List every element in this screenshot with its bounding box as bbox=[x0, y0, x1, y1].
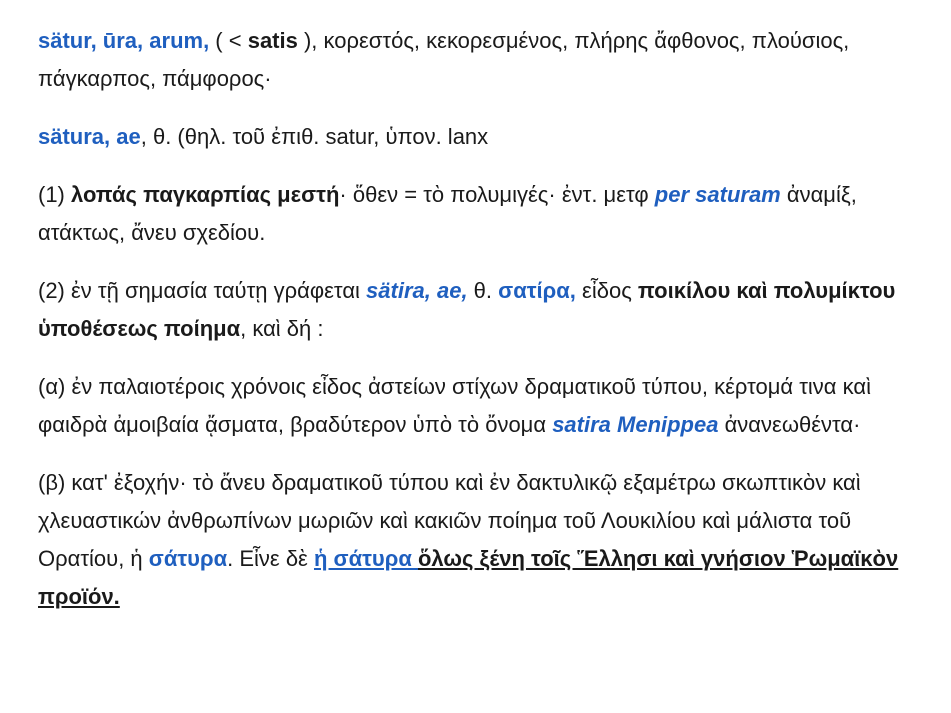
sense-2b bbox=[38, 464, 915, 616]
satura-link[interactable]: ἡ σάτυρα bbox=[313, 546, 418, 571]
text: εἶδος bbox=[575, 278, 638, 303]
headword-satur: sätur, ūra, arum, bbox=[38, 28, 210, 53]
definition-text: ), κορεστός, κεκορεσμένος, πλήρης ἄφθονος, πλούσιος, πάγκαρπος, πάμφορος· bbox=[38, 28, 850, 91]
text: ἐν τῇ σημασία ταύτῃ γράφεται bbox=[71, 278, 367, 303]
text: ἀνανεωθέντα· bbox=[718, 412, 861, 437]
text: · ὅθεν = τὸ πολυμιγές· ἐντ. μετφ bbox=[339, 182, 655, 207]
text: . Εἶνε δὲ bbox=[227, 546, 314, 571]
text: ἐν παλαιοτέροις χρόνοις εἶδος ἀστείων στίχων δραματικοῦ τύπου, κέρτομά τινα καὶ φαιδρὰ ἀμοιβαία ᾄσματα, βραδύτερον ὑπὸ τὸ ὄνομα bbox=[38, 374, 871, 437]
sense-number: (2) bbox=[38, 278, 71, 303]
definition-text: , θ. (θηλ. τοῦ ἐπιθ. satur, ὑπον. lanx bbox=[140, 124, 489, 149]
entry-satur bbox=[38, 22, 915, 98]
greek-term-satura: σάτυρα bbox=[148, 546, 228, 571]
latin-phrase: satira Menippea bbox=[552, 412, 719, 437]
latin-variant: sätira, ae, bbox=[366, 278, 468, 303]
text: θ. bbox=[467, 278, 499, 303]
satis-word: satis bbox=[247, 28, 298, 53]
sense-1 bbox=[38, 176, 915, 252]
text: ( < bbox=[209, 28, 248, 53]
text: ἀναμίξ, ατάκτως, ἄνευ σχεδίου. bbox=[38, 182, 857, 245]
bold-definition: ποικίλου καὶ πολυμίκτου ὑποθέσεως ποίημα bbox=[38, 278, 896, 341]
entry-satura bbox=[38, 118, 915, 156]
text: , καὶ δή : bbox=[240, 316, 324, 341]
sense-number: (β) bbox=[38, 470, 72, 495]
sense-number: (α) bbox=[38, 374, 72, 399]
sense-2 bbox=[38, 272, 915, 348]
sense-2a bbox=[38, 368, 915, 444]
sense-number: (1) bbox=[38, 182, 71, 207]
headword-satura: sätura, ae bbox=[38, 124, 141, 149]
greek-term-satira: σατίρα, bbox=[498, 278, 576, 303]
latin-phrase: per saturam bbox=[654, 182, 781, 207]
text: κατ' ἐξοχήν· τὸ ἄνευ δραματικοῦ τύπου καὶ ἐν δακτυλικῷ εξαμέτρω σκωπτικὸν καὶ χλευαστικών ἀνθρωπίνων μωριῶν καὶ κακιῶν ποίημα τοῦ Λουκιλίου καὶ μάλιστα τοῦ Ορατίου, ἡ bbox=[38, 470, 861, 571]
underlined-conclusion: ὅλως ξένη τοῖς Ἕλλησι καὶ γνήσιον Ῥωμαϊκὸν προϊόν. bbox=[38, 546, 899, 609]
bold-definition: λοπάς παγκαρπίας μεστή bbox=[71, 182, 340, 207]
